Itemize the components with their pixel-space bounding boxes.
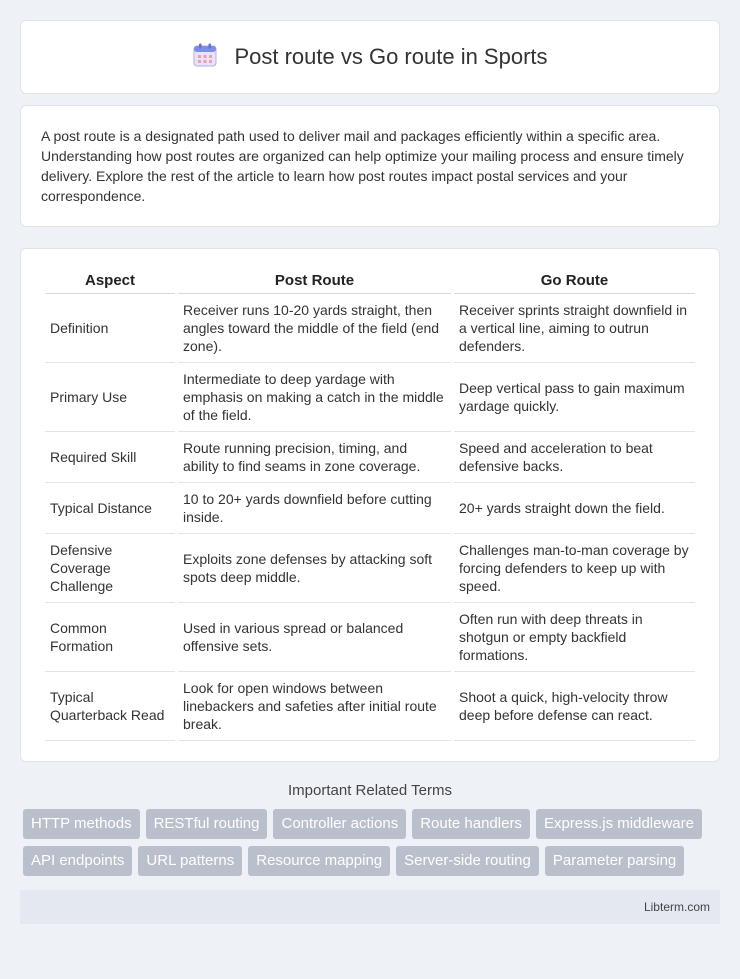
row-post-route: Intermediate to deep yardage with emphasis on making a catch in the middle of the field. bbox=[178, 363, 451, 432]
table-row bbox=[45, 534, 695, 603]
header-aspect: Aspect bbox=[45, 269, 175, 294]
comparison-card bbox=[20, 248, 720, 762]
row-go-route: Shoot a quick, high-velocity throw deep before defense can react. bbox=[454, 672, 695, 741]
table-header-row bbox=[45, 269, 695, 294]
table-row bbox=[45, 483, 695, 534]
intro-text: A post route is a designated path used to deliver mail and packages efficiently within a specific area. Understanding how post routes are organized can help optimize your mailing process and ensure timely delivery. Explore the rest of the article to learn how post routes impact postal services and your correspondence. bbox=[41, 128, 684, 204]
tag-api-endpoints[interactable]: API endpoints bbox=[23, 846, 132, 876]
tag-parameter-parsing[interactable]: Parameter parsing bbox=[545, 846, 684, 876]
tag-http-methods[interactable]: HTTP methods bbox=[23, 809, 140, 839]
row-aspect: Required Skill bbox=[45, 432, 175, 483]
tag-route-handlers[interactable]: Route handlers bbox=[412, 809, 530, 839]
comparison-table bbox=[42, 269, 698, 741]
table-row bbox=[45, 432, 695, 483]
row-aspect: Defensive Coverage Challenge bbox=[45, 534, 175, 603]
tag-resource-mapping[interactable]: Resource mapping bbox=[248, 846, 390, 876]
table-row bbox=[45, 603, 695, 672]
row-aspect: Typical Quarterback Read bbox=[45, 672, 175, 741]
calendar-icon bbox=[192, 42, 218, 73]
table-row bbox=[45, 363, 695, 432]
footer-site-link[interactable]: Libterm.com bbox=[643, 900, 710, 914]
row-aspect: Common Formation bbox=[45, 603, 175, 672]
related-terms-title: Important Related Terms bbox=[288, 782, 452, 799]
header-go-route: Go Route bbox=[454, 269, 695, 294]
row-go-route: Receiver sprints straight downfield in a vertical line, aiming to outrun defenders. bbox=[454, 294, 695, 363]
table-row bbox=[45, 294, 695, 363]
footer bbox=[20, 890, 720, 924]
row-go-route: Challenges man-to-man coverage by forcing defenders to keep up with speed. bbox=[454, 534, 695, 603]
tag-url-patterns[interactable]: URL patterns bbox=[138, 846, 242, 876]
intro-card bbox=[20, 105, 720, 227]
row-post-route: Receiver runs 10-20 yards straight, then angles toward the middle of the field (end zone). bbox=[178, 294, 451, 363]
row-go-route: Often run with deep threats in shotgun or empty backfield formations. bbox=[454, 603, 695, 672]
row-post-route: Route running precision, timing, and ability to find seams in zone coverage. bbox=[178, 432, 451, 483]
row-go-route: Deep vertical pass to gain maximum yardage quickly. bbox=[454, 363, 695, 432]
tag-expressjs-middleware[interactable]: Express.js middleware bbox=[536, 809, 702, 839]
tag-restful-routing[interactable]: RESTful routing bbox=[146, 809, 268, 839]
row-post-route: 10 to 20+ yards downfield before cutting inside. bbox=[178, 483, 451, 534]
tag-server-side-routing[interactable]: Server-side routing bbox=[396, 846, 539, 876]
row-post-route: Look for open windows between linebackers and safeties after initial route break. bbox=[178, 672, 451, 741]
row-aspect: Typical Distance bbox=[45, 483, 175, 534]
row-post-route: Exploits zone defenses by attacking soft spots deep middle. bbox=[178, 534, 451, 603]
table-row bbox=[45, 672, 695, 741]
tag-controller-actions[interactable]: Controller actions bbox=[273, 809, 406, 839]
page-title: Post route vs Go route in Sports bbox=[234, 44, 548, 69]
title-card bbox=[20, 20, 720, 94]
row-aspect: Primary Use bbox=[45, 363, 175, 432]
row-go-route: 20+ yards straight down the field. bbox=[454, 483, 695, 534]
row-go-route: Speed and acceleration to beat defensive backs. bbox=[454, 432, 695, 483]
related-terms-tags bbox=[20, 809, 720, 876]
header-post-route: Post Route bbox=[178, 269, 451, 294]
row-post-route: Used in various spread or balanced offensive sets. bbox=[178, 603, 451, 672]
row-aspect: Definition bbox=[45, 294, 175, 363]
